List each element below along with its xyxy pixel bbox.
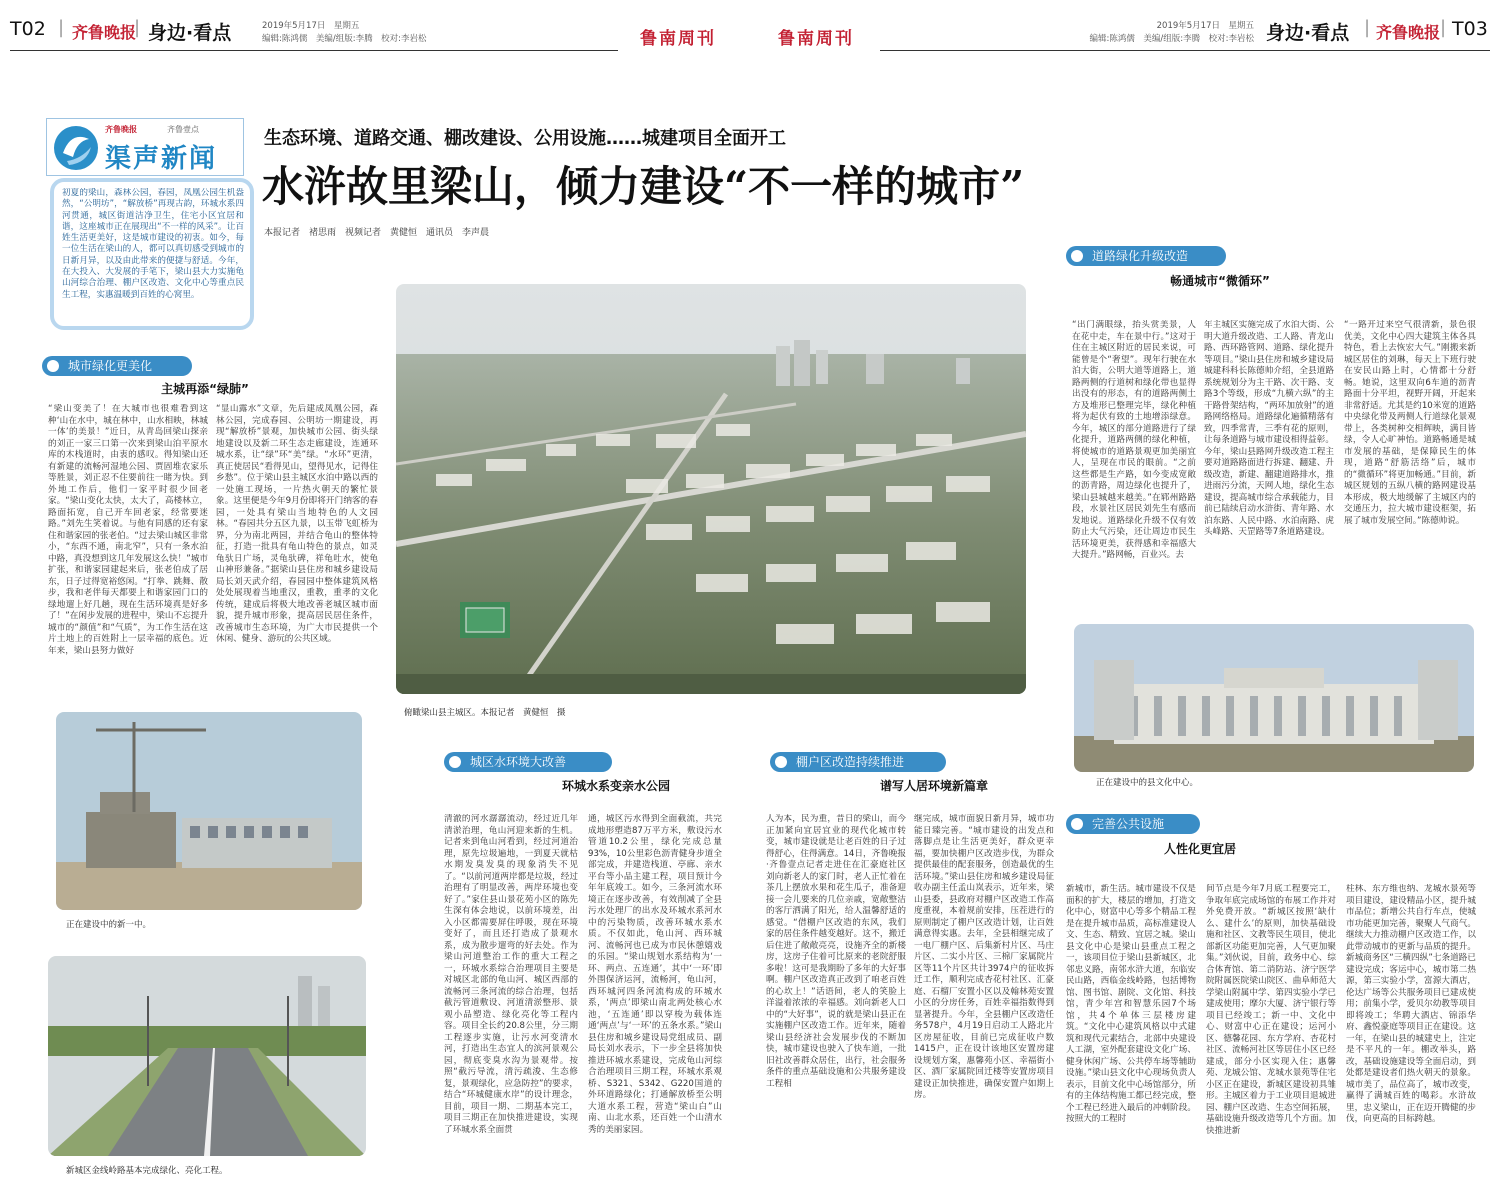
article-byline: 本报记者 褚思雨 视频记者 黄健恒 通讯员 李声晨 bbox=[264, 228, 490, 238]
article-headline: 水浒故里梁山，倾力建设“不一样的城市” bbox=[262, 162, 1025, 211]
article-kicker: 生态环境、道路交通、棚改建设、公用设施……城建项目全面开工 bbox=[264, 128, 786, 149]
facility-column-3: 柱林、东方维也纳、龙城水景苑等项目建设，建设精品小区，提升城市品位；新增公共自行车点，使城市功能更加完善，聚聚人气商气。继续大力推动棚户区改造工作，以此带动城市的更新与品质的提升。新城商务区“三横四纵”七条道路已建设完成；客运中心，城市第二热源，第三实验小学，富源大酒店，伦达广场等公共服务项目已建成使用；前集小学，爱贝尔幼教等项目即将竣工；华聘大酒店、锦添华府、鑫悦豪庭等项目正在建设。这一年，在梁山县的城建史上，注定是不平凡的一年。棚改举头，路改，基础设施建设等全面启动，到处都是建设者们热火朝天的景象。城市美了，品位高了，城市改变，赢得了满城百姓的喝彩。水浒故里，忠义梁山，正在迈开腾健的步伐，向更高的目标跨越。 bbox=[1346, 884, 1476, 1124]
water-column-1: 清澈的河水潺潺流动，经过近几年清淤治理，龟山河迎来新的生机。记者来到龟山河看到，经过河道治理，原先垃圾遍地，一到夏天就枯水期发臭发臭的现象消失不见了。“以前河道两岸都是垃圾，经过治理有了明显改善，两岸环境也变好了。”家住县山景花苑小区的陈先生深有体会地说，以前环境差，出入小区都需要屏住呼吸，现在环境变好了，而且还打造成了景观水系，成为散步遛弯的好去处。作为梁山河道整治工作的重大工程之一，环城水系综合治理项目主要是对城区北部的龟山河、城区西部的流畅河三条河流的综合治理，包括截污管道敷设、河道清淤整形、景观小品塑造、绿化亮化等工程内容。项目全长约20.8公里，分三期工程逐步实施，让污水河变清水河，打造出生态宜人的滨河景观公园，彻底变臭水沟为景观带。按照“截污导流，清污疏浚、生态修复，景观绿化，应急防控”的要求，结合“环城健康水岸”的设计理念，目前，项目一期、二期基本完工，项目三期正在加快推进建设，实现了环城水系全面贯 bbox=[444, 814, 578, 1135]
aerial-city-photo bbox=[396, 284, 1026, 694]
cultural-center-photo bbox=[1074, 624, 1474, 772]
school-construction-photo bbox=[56, 712, 362, 910]
header-rule-left bbox=[10, 50, 618, 51]
tag-green: 城市绿化更美化 bbox=[42, 356, 192, 376]
date-right: 2019年5月17日 星期五 bbox=[1156, 21, 1254, 31]
brand-name-right: 齐鲁晚报 bbox=[1376, 23, 1441, 42]
facility-column-1: 新城市，新生活。城市建设不仅是面积的扩大，楼层的增加，打造文化中心，财富中心等多个精品工程是在提升城市品质，高标准建设人文、生态、精致、宜居之城。梁山县文化中心是梁山县重点工程之一，该项目位于梁山县新城区，北邻忠义路，南邻水浒大道，东临安民山路，西临金线岭路，包括博物馆、图书馆、剧院、文化馆、科技馆，青少年宫和智慧乐园7个场馆，共4个单体三层楼房建筑。“文化中心建筑风格以中式建筑和现代元素结合，北部中央建设人工湖，室外配套建设文化广场、健身休闲广场、公共停车场等辅助设施。”梁山县文化中心现场负责人表示，目前文化中心场馆部分，所有的主体结构施工都已经完成，整个工程已经进入最后的冲刺阶段。按照大的工程时 bbox=[1066, 884, 1196, 1124]
water-column-2: 通，城区污水得到全面截流，共完成地形塑造87万平方米，敷设污水管道10.2公里，绿化完成总量93%，10公里彩色沥青健身步道全部完成，并建造栈道、亭廊、亲水平台等小品主建工程，项目预计今年年底竣工。如今，三条河流水环境正在逐步改善，有效削减了全县污水处理厂的出水及环城水系河水中的污染物质，改善环城水系水质。不仅如此，龟山河、西环城河、流畅河也已成为市民休憩嬉戏的乐园。“梁山规划水系结构为‘一环、两点、五连通’，其中‘一环’即外围保济运河，流畅河，龟山河，西环城河四条河流构成的环城水系，‘两点’即梁山南北两处核心水池，‘五连通’即以穿梭为载体连通‘两点’与‘一环’的五条水系。”梁山县住房和城乡建设局党组成员、副局长刘水表示，下一步全县将加快推进环城水系建设，完成龟山河综合治理项目三期工程，环城水系观桥、S321、S342、G220国道的外环道路绿化；打通解放桥至公明大道水系工程，营造“梁山白”山南、山北水系，还百姓一个山清水秀的美丽家园。 bbox=[588, 814, 722, 1135]
brand-name-left: 齐鲁晚报 bbox=[72, 23, 137, 42]
weekly-title-left: 鲁南周刊 bbox=[640, 29, 716, 49]
editors-right: 编辑:陈鸿儒 美编/组版:李腾 校对:李岩松 bbox=[1089, 34, 1254, 44]
header-separator: | bbox=[58, 17, 65, 38]
caption-cultural: 正在建设中的县文化中心。 bbox=[1096, 778, 1199, 788]
intro-box bbox=[50, 178, 254, 330]
road-greening-photo bbox=[48, 956, 366, 1156]
logo-brand-small: 齐鲁晚报 bbox=[105, 125, 137, 134]
shanty-column-2: 继完成，城市面貌日新月异，城市功能日臻完善。“城市建设的出发点和落脚点是让生活更美好，群众更幸福，要加快棚户区改造步伐，为群众提供最佳的配套服务，创造最优的生活环境。”梁山县住房和城乡建设局征收办副主任孟山岚表示，近年来，梁山县委，县政府对棚户区改造工作高度重视，本着规前安排，压茬进行的原则制定了棚户区改造计划，让百姓满意得实惠。去年，全县相继完成了一电厂棚户区、后集新村片区、马庄片区、二实小片区、三棉厂家属院片区等11个片区共计3974户的征收拆迁工作，顺利完成杏花村社区、汇豪庭、石榴厂安置小区以及翰林苑安置小区的分房任务，百姓幸福指数得到显著提升。今年，全县棚户区改造任务578户，4月19日启动工人路北片区房屋征收，目前已完成征收户数1415户，正在设计该地区安置房建设规划方案，惠馨苑小区、幸福街小区、酒厂家属院回迁楼等安置房项目建设正加快推进，确保安置户如期上房。 bbox=[914, 814, 1054, 1100]
header-separator: | bbox=[1364, 17, 1371, 38]
logo-partner: 齐鲁壹点 bbox=[167, 125, 199, 134]
news-logo bbox=[46, 118, 244, 176]
section-name-left: 身边·看点 bbox=[148, 22, 232, 44]
subtitle-water: 环城水系变亲水公园 bbox=[561, 779, 670, 793]
subtitle-green: 主城再添“绿肺” bbox=[161, 382, 249, 396]
subtitle-shanty: 谱写人居环境新篇章 bbox=[879, 779, 988, 793]
tag-shanty: 棚户区改造持续推进 bbox=[770, 752, 946, 772]
tag-road: 道路绿化升级改造 bbox=[1066, 246, 1226, 266]
logo-swirl-icon bbox=[51, 123, 101, 173]
section-name-right: 身边·看点 bbox=[1266, 22, 1350, 44]
shanty-column-1: 人为本，民为重，昔日的梁山，而今正加紧向宜居宜业的现代化城市转变，城市建设就是让老百姓的日子过得舒心，住得满意。14日，齐鲁晚报·齐鲁壹点记者走进住在汇豪庭社区刘向新老人的家门时，老人正忙着在茶几上摆放水果和花生瓜子，准备迎接一会儿要来的几位亲戚，宽敞整洁的客厅洒满了阳光，给人温馨舒适的感觉。“借棚户区改造的东风，我们家的居住条件越变越好。这不，搬迁后住进了敞敞亮亮，设施齐全的新楼房，这房子住着可比原来的老院舒服多啦！这可是我期盼了多年的大好事啊。棚户区改造真正改到了咱老百姓的心坎上！”话语间，老人的笑脸上洋溢着浓浓的幸福感。刘向新老人口中的“大好事”，说的就是梁山县正在实施棚户区改造工作。近年来，随着梁山县经济社会发展步伐的不断加快，城市建设也驶入了快车道，一批旧社改善群众居住，出行，社会服务条件的重点基础设施和公共服务建设工程相 bbox=[766, 814, 906, 1089]
tag-water: 城区水环境大改善 bbox=[444, 752, 612, 772]
green-column-2: “显山露水”文章，先后建成凤凰公园，森林公园，完成春园、公明坊一期建设，再现“解放桥”景观，加快城市公园、街头绿地建设以及新二环生态走廊建设，连通环城水系，让“绿”环“美”绿。“水环”更清，真正使居民“看得见山，望得见水，记得住乡愁”。位于梁山县主城区水泊中路以西的一处施工现场，一片热火朝天的繁忙景象。这里便是今年9月份即将开门纳客的春园，一处具有梁山当地特色的人文园林。“春园共分五区九景，以玉带飞虹桥为界，分为南北两园，并结合龟山的整体特征，打造一批具有龟山特色的景点，如灵龟驮日广场，灵龟驮碑，祥龟吐水，使龟山神形兼备。”据梁山县住房和城乡建设局局长刘天武介绍，春园园中整体建筑风格处处展现着当地重汉，重教，重孝的文化传统，建成后将极大地改善老城区城市面貌，提升城市形象，提高居民居住条件，改善城市生态环境，为广大市民提供一个休闲、健身、游玩的公共区域。 bbox=[216, 404, 378, 644]
page-code-right: T03 bbox=[1452, 18, 1488, 40]
header-rule-right bbox=[880, 50, 1490, 51]
editors-left: 编辑:陈鸿儒 美编/组版:李腾 校对:李岩松 bbox=[262, 34, 427, 44]
tag-facility: 完善公共设施 bbox=[1066, 814, 1200, 834]
date-left: 2019年5月17日 星期五 bbox=[262, 21, 360, 31]
subtitle-facility: 人性化更宜居 bbox=[1163, 842, 1236, 856]
caption-school: 正在建设中的新一中。 bbox=[66, 920, 152, 930]
header-separator: | bbox=[1440, 17, 1447, 38]
weekly-title-right: 鲁南周刊 bbox=[778, 29, 854, 49]
page-code-left: T02 bbox=[10, 18, 46, 40]
road-column-3: “一路开过来空气很清新，景色很优美，文化中心四大建筑主体各具特色，看上去恢宏大气。”刚搬来新城区居住的刘琳，每天上下班行驶在安民山路上时，心情都十分舒畅。她说，这里双向6车道的沥青路面十分平坦，视野开阔，开起来非常舒适。尤其是约10米宽的道路中央绿化带及两侧人行道绿化景观带上，各类树种交相辉映，满目皆绿，令人心旷神怡。道路畅通是城市发展的基础，是保障民生的体现，道路“舒筋活络”后，城市的“微循环”将更加畅通。”目前，新城区规划的五纵八横的路网建设基本形成，极大地缓解了主城区内的交通压力，拉大城市建设框架，拓展了城市发展空间。”陈德帅说。 bbox=[1344, 320, 1476, 526]
logo-text: 渠声新闻 bbox=[105, 144, 218, 174]
road-column-1: “出门满眼绿，抬头赏美景，人在花中走，车在景中行。”这对于住在主城区附近的居民来说，可能曾是个“奢望”。现年行驶在水泊大街，公明大道等道路上，道路两侧的行道树和绿化带也显得出没有的形态，有的道路两侧土方及堆形已整理完毕，绿化种植将为起伏有致的土地增添绿意。今年，城区的部分道路进行了绿化提升，道路两侧的绿化种植，将使城市的道路景观更加美丽宜人，呈现在市民的眼前。“之前这些都是生产路，如今变成宽敞的沥青路，周边绿化也提升了，梁山县城越来越美。”在郓州路路段，水景社区居民刘先生有感而发地说。道路绿化升级不仅有效防止大气污染，还让周边市民生活环境更美，获得感和幸福感大大提升。”路网畅，百业兴。去 bbox=[1072, 320, 1196, 560]
caption-road: 新城区金线岭路基本完成绿化、亮化工程。 bbox=[66, 1166, 228, 1176]
caption-aerial: 俯瞰梁山县主城区。本报记者 黄健恒 摄 bbox=[404, 708, 566, 718]
green-column-1: “梁山变美了！在大城市也很难看到这种‘山在水中，城在林中，山水相映，林城一体’的美景！”近日，从青岛回梁山探亲的刘正一家三口第一次来到梁山泊平原水库的木栈道时，由衷的感叹。得知梁山还有新建的流畅河湿地公园、贾固堆农家乐等胜景，刘正忍不住要前往一睹为快。到外地工作后，他们一家平时很少回老家。“梁山变化太快，太大了，高楼林立，路面拓宽，自己开车回老家，经常要迷路。”刘先生笑着说。与他有同感的还有家住和谐家园的张老伯。“过去梁山城区非常小，“东西不通，南北窄”，只有一条水泊中路，真没想到这几年发展这么快！”城市扩张，和谐家园建起来后，张老伯成了居东，日子过得宽裕悠闲。“打拳、跳舞、散步，我和老伴每天都要上和谐家园门口的绿地遛上好几趟，现在生活环境真是好多了！”在闲步发展的进程中，梁山不忘提升城市的“颜值”和“气质”，为工作生活在这片土地上的百姓附上一层幸福的底色。近年来，梁山县努力做好 bbox=[48, 404, 208, 656]
road-column-2: 年主城区实施完成了水泊大街、公明大道升级改造、工人路、青龙山路、西环路管网、道路、绿化提升等项目。”梁山县住房和城乡建设局城建科科长陈德帅介绍，全县道路系统规划分为主干路、次干路、支路3个等级，形成“九横六纵”的主干路骨架结构，“两环加放射”的道路网络格局。道路绿化遍循精落有致，四季常青，三季有花的原则，让每条道路与城市建设相得益彰。今年，梁山县路网升级改造工程主要对道路路面进行拆建、翻建、升级改造，新建、翻建道路排水，推进雨污分流，天网人地，绿化生态建设，提高城市综合承载能力，目前已陆续启动水浒街、青年路、水泊东路、人民中路、水泊南路、虎头峰路、天罡路等7条道路建设。 bbox=[1204, 320, 1334, 537]
facility-column-2: 间节点是今年7月底工程要完工，争取年底完成场馆的布展工作并对外免费开放。“新城区按照‘缺什么、建什么’的原则，加快基础设施和社区、文教等民生项目，使北部新区功能更加完善，人气更加聚集。”刘伙说，目前，政务中心、综合体育馆、第二消防站、济宁医学院附属医院梁山院区、曲阜师范大学梁山附属中学、第四实验小学已建成使用；摩尔大厦、济宁银行等项目已经竣工；新一中、文化中心、财富中心正在建设；运河小区、德馨花园、东方学府、杏花村社区、流畅河社区等居住小区已经建成，部分小区实现入住；惠馨苑、龙城公馆、龙城水景苑等住宅小区正在建设，新城区建设初具雏形。主城区着力于工业项目退城进园、棚户区改造、生态空间拓展，基础设施升级改造等几个方面。加快推进新 bbox=[1206, 884, 1336, 1136]
header-separator: | bbox=[134, 17, 141, 38]
intro-text: 初夏的梁山，森林公园，春园，凤凰公园生机盎然，“公明坊”，“解放桥”再现古韵，环城水系四河贯通，城区街道洁净卫生，住宅小区宜居和谐，这座城市正在展现出“不一样的风采”。让百姓生活更美好，这是城市建设的初衷。如今，每一位生活在梁山的人，都可以真切感受到城市的日新月异，以及由此带来的便捷与舒适。今年，在大投入、大发展的手笔下，梁山县大力实施龟山河综合治理、棚户区改造、文化中心等重点民生工程，实惠温暖到百姓的心窝里。 bbox=[62, 188, 244, 300]
subtitle-road: 畅通城市“微循环” bbox=[1170, 274, 1270, 288]
